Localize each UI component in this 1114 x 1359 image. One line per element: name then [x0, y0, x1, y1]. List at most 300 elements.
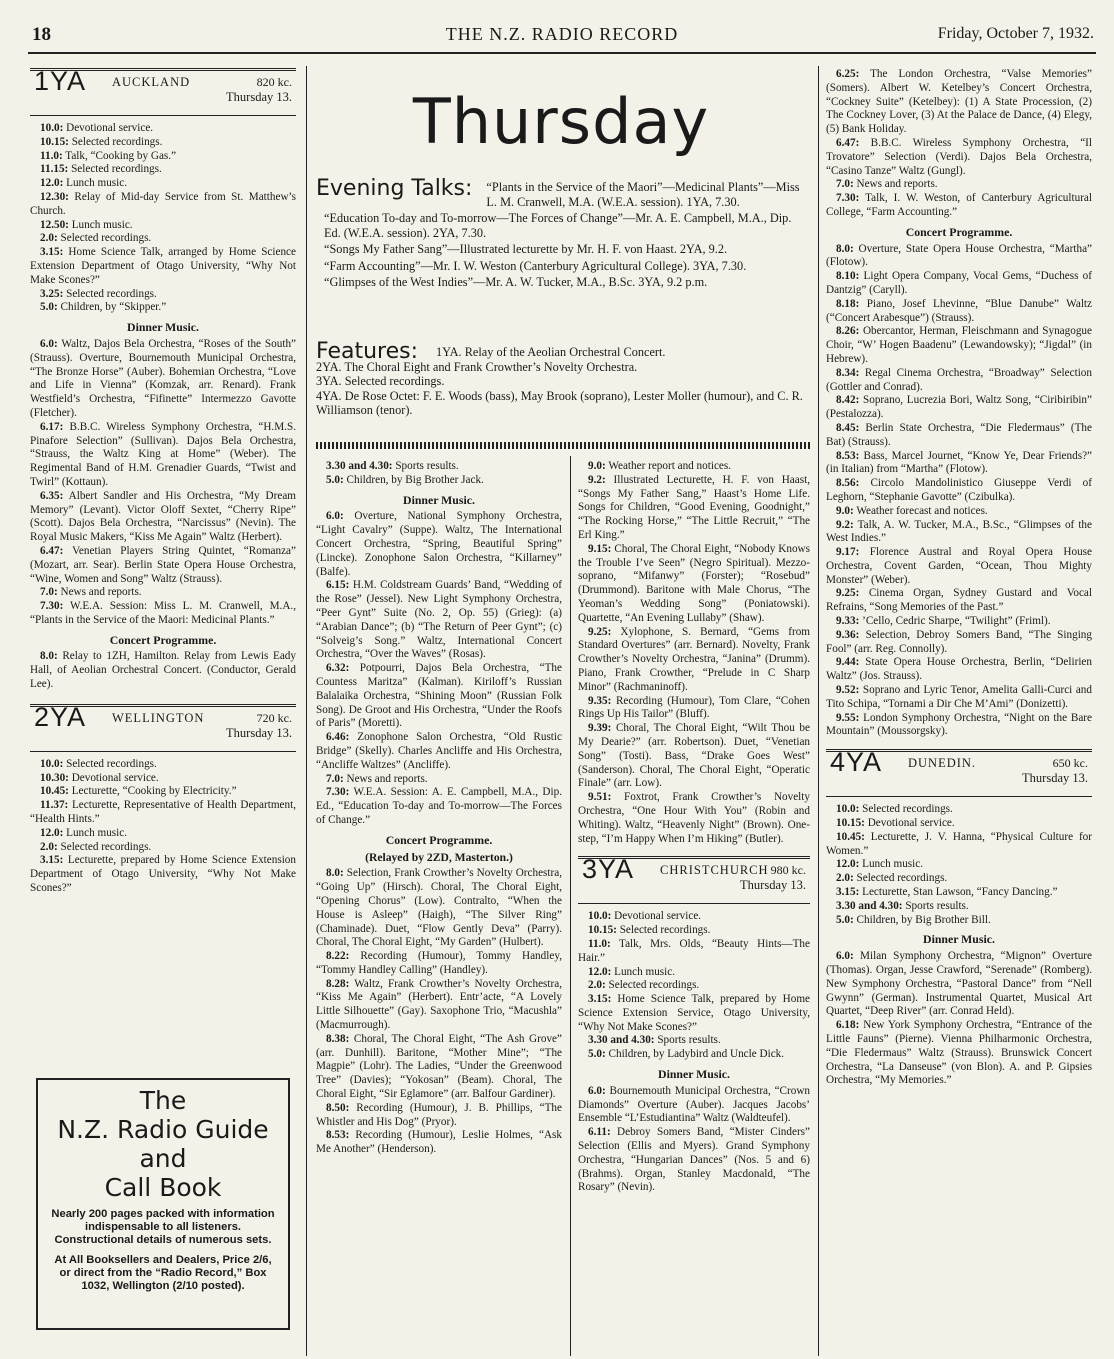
programme-description: Selected recordings. — [68, 135, 163, 148]
ornamental-rule — [316, 442, 810, 449]
programme-list — [316, 510, 562, 827]
programme-item — [826, 477, 1092, 505]
programme-item — [826, 367, 1092, 395]
programme-description: Selected recordings. — [859, 803, 953, 816]
ad-title-line: Call Book — [104, 1173, 222, 1202]
programme-item — [578, 1048, 810, 1062]
talk-item: “Education To-day and To-morrow—The Forces of Change”—Mr. A. E. Campbell, M.A., Dip. Ed. (W.E.A. session). 2YA, 7.30. — [324, 211, 792, 240]
programme-time: 10.0: — [40, 757, 64, 770]
programme-description: Recording (Humour), Tommy Handley, “Tommy Handley Calling” (Handley). — [316, 950, 562, 976]
programme-item — [30, 232, 296, 246]
programme-description: Albert Sandler and His Orchestra, “My Dream Memory” (Levant). Victor Oloff Sextet, “Cherry Ripe” (Scott). Dajos Bela Orchestra, “Narcissus” (Nevin). The Royal Music Makers, “Kiss Me Again” Waltz (Herbert). — [30, 489, 296, 544]
programme-description: Talk, A. W. Tucker, M.A., B.Sc., “Glimpses of the West Indies.” — [826, 518, 1092, 545]
programme-item — [826, 1019, 1092, 1088]
programme-description: Lunch music. — [859, 858, 924, 871]
programme-description: Talk, I. W. Weston, of Canterbury Agricultural College, “Farm Accounting.” — [826, 192, 1092, 218]
programme-item — [30, 758, 296, 772]
programme-time: 6.0: — [588, 1084, 606, 1097]
programme-item — [826, 325, 1092, 366]
programme-description: Lunch music. — [68, 218, 133, 231]
features-label: Features: — [316, 339, 419, 364]
page-header — [28, 20, 1096, 54]
programme-description: Circolo Mandolinistico Giuseppe Verdi of Leghorn, “Stephanie Gavotte” (Czibulka). — [826, 477, 1092, 503]
programme-item — [30, 421, 296, 490]
programme-time: 6.0: — [836, 950, 854, 963]
programme-item — [316, 510, 562, 579]
talk-item: “Plants in the Service of the Maori”—Medicinal Plants”—Miss L. M. Cranwell, M.A. (W.E.A. session). 1YA, 7.30. — [486, 180, 800, 209]
programme-description: Overture, State Opera House Orchestra, “Martha” (Flotow). — [826, 242, 1092, 269]
programme-list — [30, 650, 296, 691]
programme-time: 9.39: — [588, 722, 612, 735]
programme-description: Relay of Mid-day Service from St. Matthew’s Church. — [30, 190, 296, 217]
programme-description: Soprano and Lyric Tenor, Amelita Galli-Curci and Tito Schipa, “Tornami a Dir Che M’Ami” (Donizetti). — [826, 684, 1092, 710]
programme-item — [30, 122, 296, 136]
programme-item — [30, 827, 296, 841]
programme-item — [826, 900, 1092, 914]
programme-description: Selected recordings. — [605, 979, 700, 992]
column-2 — [316, 460, 562, 1356]
programme-description: Selected recordings. — [63, 287, 157, 300]
programme-description: Recording (Humour), Leslie Holmes, “Ask Me Another” (Henderson). — [316, 1129, 562, 1156]
programme-description: Debroy Somers Band, “Mister Cinders” Selection (Ellis and Myers). Grand Symphony Orchestra, “Hungarian Dances” (Nos. 5 and 6) (Brahms). Organ, Stanley Macdonald, “The Rosary” (Nevin). — [578, 1126, 810, 1194]
programme-time: 9.55: — [836, 711, 860, 724]
programme-time: 8.34: — [836, 366, 860, 379]
programme-time: 7.0: — [40, 586, 58, 599]
programme-time: 6.18: — [836, 1019, 860, 1032]
programme-description: Selected recordings. — [853, 872, 948, 885]
programme-time: 7.0: — [326, 772, 344, 785]
column-rule — [306, 66, 307, 1356]
programme-description: Overture, National Symphony Orchestra, “Light Cavalry” (Suppe). Waltz, The International Concert Orchestra, “Spring, Beautiful Spring” (Lincke). Zonophone Salon Orchestra, “Killarney” (Balfe). — [316, 510, 562, 578]
programme-time: 6.11: — [588, 1126, 611, 1139]
programme-description: Talk, “Cooking by Gas.” — [62, 149, 177, 162]
programme-item — [30, 854, 296, 895]
station-call: 3YA — [582, 854, 635, 885]
station-day: Thursday 13. — [226, 90, 292, 104]
programme-description: Selected recordings. — [57, 840, 152, 853]
programme-time: 9.25: — [588, 625, 612, 638]
programme-item — [578, 722, 810, 791]
programme-time: 8.50: — [326, 1101, 350, 1114]
programme-list — [826, 803, 1092, 927]
programme-time: 8.42: — [836, 394, 860, 407]
radio-guide-advertisement — [36, 1078, 290, 1330]
programme-time: 6.15: — [326, 579, 350, 592]
programme-item — [30, 799, 296, 827]
station-city: WELLINGTON — [112, 710, 205, 725]
programme-description: Berlin State Orchestra, “Die Fledermaus” (The Bat) (Strauss). — [826, 421, 1092, 448]
programme-time: 9.0: — [836, 504, 854, 517]
ad-title-line: The — [139, 1086, 187, 1115]
station-4ya-header — [826, 749, 1092, 797]
programme-list — [578, 910, 810, 1062]
programme-description: Xylophone, S. Bernard, “Gems from Standard Overtures” (arr. Bernard). Novelty, Frank Crowther’s Novelty Orchestra, “Janina” (Drumm). Piano, Frank Crowther, “Prelude in C Sharp Minor” (Rachmaninoff). — [578, 625, 810, 693]
programme-item — [826, 68, 1092, 137]
programme-description: News and reports. — [853, 178, 938, 191]
section-heading: Concert Programme. — [905, 224, 1013, 239]
programme-time: 8.38: — [326, 1032, 350, 1045]
programme-time: 2.0: — [588, 979, 606, 992]
programme-item — [826, 831, 1092, 859]
programme-item — [30, 136, 296, 150]
programme-item — [578, 474, 810, 543]
programme-item — [578, 791, 810, 846]
programme-description: Devotional service. — [68, 771, 159, 784]
programme-time: 3.30 and 4.30: — [326, 460, 393, 472]
programme-item — [826, 684, 1092, 712]
programme-item — [30, 288, 296, 302]
programme-list — [826, 243, 1092, 740]
programme-item — [30, 301, 296, 315]
programme-description: Illustrated Lecturette, H. F. von Haast, “Songs My Father Sang,” Haast’s Home Life. Songs for Children, “Good Evening, Goodnight,” “The Rocking Horse,” “The Little Recruit,” “The Erl King.” — [578, 473, 810, 541]
programme-time: 10.0: — [588, 910, 612, 923]
programme-time: 5.0: — [40, 301, 58, 314]
page-number: 18 — [32, 24, 51, 45]
programme-time: 7.30: — [326, 786, 350, 799]
station-frequency: 650 kc. — [1052, 756, 1088, 771]
programme-item — [826, 192, 1092, 220]
programme-description: Venetian Players String Quintet, “Romanza” (Mozart, arr. Sear). Berlin State Opera House Orchestra, “Wine, Women and Song” Waltz (Strauss). — [30, 544, 296, 585]
programme-description: ’Cello, Cedric Sharpe, “Twilight” (Friml). — [859, 615, 1051, 628]
programme-item — [316, 579, 562, 662]
programme-item — [316, 1129, 562, 1157]
programme-description: Selected recordings. — [68, 163, 162, 176]
programme-item — [316, 978, 562, 1033]
programme-time: 12.0: — [836, 858, 860, 871]
programme-time: 8.28: — [326, 977, 350, 990]
programme-description: London Symphony Orchestra, “Night on the Bare Mountain” (Moussorgsky). — [826, 711, 1092, 738]
programme-item — [826, 450, 1092, 478]
programme-item — [578, 993, 810, 1034]
programme-time: 2.0: — [40, 232, 58, 245]
programme-time: 5.0: — [588, 1048, 606, 1061]
station-city: AUCKLAND — [112, 75, 191, 89]
station-3ya-header — [578, 856, 810, 904]
programme-time: 9.0: — [588, 460, 606, 472]
programme-time: 3.15: — [40, 246, 64, 259]
programme-item — [30, 841, 296, 855]
ad-title-line: N.Z. Radio Guide — [57, 1115, 269, 1144]
programme-description: Children, by Big Brother Jack. — [343, 473, 484, 486]
programme-description: Choral, The Choral Eight, “Nobody Knows the Trouble I’ve Seen” (Negro Spiritual). Mezzo-soprano, “Mifanwy” (Forster); “Rosebud” (Drummond). Baritone with Male Chorus, “The Yeoman’s Wedding Song” (Poniatowski). Quartette, “An Evening Lullaby” (Shaw). — [578, 542, 810, 624]
programme-time: 9.51: — [588, 791, 612, 804]
programme-description: Talk, Mrs. Olds, “Beauty Hints—The Hair.” — [578, 937, 810, 964]
station-call: 1YA — [34, 68, 87, 96]
programme-time: 10.15: — [40, 135, 69, 148]
feature-item: 2YA. The Choral Eight and Frank Crowther’s Novelty Orchestra. — [316, 359, 638, 374]
programme-time: 9.35: — [588, 694, 612, 707]
programme-time: 3.15: — [588, 993, 612, 1006]
programme-time: 12.30: — [40, 190, 69, 203]
station-frequency: 980 kc. — [770, 863, 806, 878]
programme-description: Lecturette, prepared by Home Science Extension Department of Otago University, “Why Not Make Scones?” — [30, 854, 296, 895]
programme-time: 3.15: — [836, 886, 860, 899]
programme-description: Weather forecast and notices. — [853, 504, 988, 517]
programme-item — [826, 519, 1092, 547]
programme-item — [826, 587, 1092, 615]
programme-time: 9.15: — [588, 542, 612, 555]
programme-item — [826, 298, 1092, 326]
programme-time: 8.0: — [836, 242, 854, 255]
programme-item — [578, 979, 810, 993]
programme-description: Sports results. — [654, 1034, 721, 1047]
programme-time: 6.47: — [40, 544, 64, 557]
station-frequency: 820 kc. — [256, 75, 292, 89]
programme-time: 9.2: — [836, 518, 854, 531]
programme-item — [826, 615, 1092, 629]
programme-description: Obercantor, Herman, Fleischmann and Synagogue Choir, “W’ Hogen Baadenu” (Lewandowsky); “Jigdal” (in Hebrew). — [826, 325, 1092, 365]
programme-item — [578, 1034, 810, 1048]
station-1ya-header — [30, 68, 296, 116]
programme-item — [826, 872, 1092, 886]
programme-time: 11.0: — [588, 937, 611, 950]
programme-item — [316, 867, 562, 950]
programme-description: Weather report and notices. — [605, 460, 732, 472]
programme-description: Cinema Organ, Sydney Gustard and Vocal Refrains, “Song Memories of the Past.” — [826, 587, 1092, 614]
programme-item — [826, 629, 1092, 657]
programme-time: 2.0: — [40, 840, 58, 853]
programme-time: 9.25: — [836, 587, 860, 600]
section-heading: Dinner Music. — [403, 492, 475, 507]
programme-item — [30, 246, 296, 287]
programme-description: Selected recordings. — [57, 232, 152, 245]
programme-item — [578, 910, 810, 924]
programme-description: Lecturette, Stan Lawson, “Fancy Dancing.” — [859, 886, 1058, 899]
station-city: CHRISTCHURCH — [660, 863, 769, 878]
programme-item — [826, 817, 1092, 831]
programme-item — [30, 219, 296, 233]
station-city: DUNEDIN. — [908, 756, 977, 771]
programme-item — [578, 695, 810, 723]
programme-description: Sports results. — [902, 899, 969, 912]
programme-time: 8.53: — [326, 1129, 350, 1142]
programme-time: 6.25: — [836, 68, 860, 80]
programme-item — [578, 966, 810, 980]
programme-time: 5.0: — [836, 913, 854, 926]
programme-item — [30, 785, 296, 799]
programme-time: 8.45: — [836, 421, 860, 434]
programme-item — [316, 773, 562, 787]
column-3 — [578, 460, 810, 1356]
programme-time: 8.0: — [326, 867, 344, 880]
programme-time: 10.30: — [40, 771, 69, 784]
programme-item — [826, 137, 1092, 178]
programme-time: 10.15: — [836, 817, 865, 830]
section-heading: Dinner Music. — [923, 932, 995, 947]
programme-description: Potpourri, Dajos Bela Orchestra, “The Countess Maritza” (Kalman). Kiriloff’s Russian Balalaika Orchestra, “Shining Moon” (Russian Folk Song). De Groot and His Orchestra, “Under the Roofs of Paris” (Moretti). — [316, 662, 562, 730]
programme-description: Devotional service. — [63, 122, 154, 134]
programme-description: Lecturette, “Cooking by Electricity.” — [68, 785, 237, 798]
programme-description: Selection, Frank Crowther’s Novelty Orchestra, “Going Up” (Hirsch). Choral, The Choral Eight, “Opening Chorus” (Low). Contralto, “When the House is Asleep” (Haigh), “The Silver Ring” (Chaminade). Duet, “Flow Gently Deva” (Parry). Choral, The Choral Eight, “My Garden” (Hulbert). — [316, 867, 562, 949]
programme-description: W.E.A. Session: A. E. Campbell, M.A., Dip. Ed., “Education To-day and To-morrow—The Forces of Change.” — [316, 786, 562, 826]
programme-description: The London Orchestra, “Valse Memories” (Somers). Albert W. Ketelbey’s Concert Orchestra, “Cockney Suite” (Ketelbey): (1) A State Procession, (2) The Cockney Lover, (3) At the Palace de Dance, (4) Elegy, (5) Bank Holiday. — [826, 68, 1092, 136]
programme-description: Lunch music. — [63, 826, 128, 839]
programme-description: B.B.C. Wireless Symphony Orchestra, “H.M.S. Pinafore Selection” (Sullivan). Dajos Bela Orchestra, “Strauss, the Waltz King at Home” (Weber). The Regimental Band of H.M. Grenadier Guards, “Twist and Twirl” (Kottaun). — [30, 420, 296, 488]
feature-item: 4YA. De Rose Octet: F. E. Woods (bass), May Brook (soprano), Lester Moller (humour), and C. R. Williamson (tenor). — [316, 388, 803, 417]
programme-description: Light Opera Company, Vocal Gems, “Duchess of Dantzig” (Caryll). — [826, 270, 1092, 296]
programme-time: 6.46: — [326, 731, 350, 744]
programme-description: Milan Symphony Orchestra, “Mignon” Overture (Thomas). Organ, Jesse Crawford, “Serenade” (Romberg). New Symphony Orchestra, “Pastoral Dance” from “Nell Gwynn” (German). Instrumental Quartet, Musical Art Quartet, “Deep River” (arr. Conrad Held). — [826, 950, 1092, 1018]
talk-item: “Farm Accounting”—Mr. I. W. Weston (Canterbury Agricultural College). 3YA, 7.30. — [324, 258, 747, 273]
programme-item — [826, 656, 1092, 684]
ad-sales-info: At All Booksellers and Dealers, Price 2/6, or direct from the “Radio Record,” Box 1032, Wellington (2/10 posted). — [54, 1254, 272, 1292]
programme-item — [826, 858, 1092, 872]
programme-time: 8.18: — [836, 297, 860, 310]
column-1 — [30, 68, 296, 1068]
programme-time: 3.25: — [40, 287, 64, 300]
programme-time: 7.30: — [40, 600, 64, 613]
programme-time: 10.0: — [40, 122, 64, 134]
programme-description: Regal Cinema Orchestra, “Broadway” Selection (Gottler and Conrad). — [826, 366, 1092, 393]
programme-description: Lecturette, J. V. Hanna, “Physical Culture for Women.” — [826, 830, 1092, 857]
programme-item — [316, 1033, 562, 1102]
programme-list — [826, 950, 1092, 1088]
programme-item — [316, 662, 562, 731]
programme-description: Bass, Marcel Journet, “Know Ye, Dear Friends?” (in Italian) from “Martha” (Flotow). — [826, 449, 1092, 476]
programme-list — [30, 338, 296, 628]
programme-description: Foxtrot, Frank Crowther’s Novelty Orchestra, “One Hour With You” (Robin and Whiting). Waltz, “Heavenly Night” (Brown). One-step, “I’m Happy When I’m Hiking” (Butler). — [578, 791, 810, 845]
programme-item — [316, 786, 562, 827]
programme-item — [578, 1085, 810, 1126]
station-2ya-header — [30, 701, 296, 752]
programme-time: 10.15: — [588, 924, 617, 937]
talk-item: “Songs My Father Sang”—Illustrated lecturette by Mr. H. F. von Haast. 2YA, 9.2. — [324, 242, 728, 256]
column-rule — [818, 66, 819, 1356]
programme-time: 9.17: — [836, 546, 860, 559]
programme-item — [30, 586, 296, 600]
programme-description: Relay to 1ZH, Hamilton. Relay from Lewis Eady Hall, of Aeolian Orchestral Concert. (Conductor, Gerald Lee). — [30, 650, 296, 691]
section-heading: Dinner Music. — [127, 320, 199, 335]
programme-item — [826, 270, 1092, 298]
station-day: Thursday 13. — [1022, 771, 1088, 786]
programme-list — [30, 122, 296, 315]
programme-item — [578, 938, 810, 966]
programme-time: 9.52: — [836, 684, 860, 697]
programme-item — [30, 191, 296, 219]
programme-time: 9.33: — [836, 615, 860, 628]
programme-list — [826, 68, 1092, 220]
programme-time: 8.0: — [40, 650, 58, 663]
programme-description: Home Science Talk, prepared by Home Science Extension Service, Otago University, “Why Not Make Scones?” — [578, 993, 810, 1033]
programme-list — [316, 867, 562, 1157]
programme-item — [316, 460, 562, 474]
programme-description: Lunch music. — [63, 177, 128, 190]
programme-list — [578, 460, 810, 846]
programme-time: 6.35: — [40, 489, 64, 502]
programme-item — [30, 650, 296, 691]
programme-description: Children, by Ladybird and Uncle Dick. — [605, 1048, 785, 1061]
programme-time: 6.0: — [40, 337, 58, 350]
programme-list — [30, 758, 296, 896]
programme-description: Selection, Debroy Somers Band, “The Singing Fool” (arr. Reg. Connolly). — [826, 628, 1092, 655]
programme-time: 11.15: — [40, 163, 69, 176]
talk-item: “Glimpses of the West Indies”—Mr. A. W. Tucker, M.A., B.Sc. 3YA, 9.2 p.m. — [324, 275, 708, 289]
programme-time: 12.0: — [40, 826, 64, 839]
programme-item — [826, 178, 1092, 192]
programme-time: 8.53: — [836, 449, 860, 462]
programme-item — [826, 950, 1092, 1019]
programme-time: 5.0: — [326, 473, 344, 486]
issue-date: Friday, October 7, 1932. — [937, 25, 1094, 42]
programme-time: 7.30: — [836, 192, 860, 205]
programme-description: News and reports. — [57, 586, 142, 599]
programme-item — [826, 914, 1092, 928]
programme-time: 6.32: — [326, 662, 350, 675]
programme-description: Choral, The Choral Eight, “Wilt Thou be My Dearie?” (arr. Robertson). Duet, “Venetian Song” (Tosti). Bass, “Drake Goes West” (Sanderson). Choral, The Choral Eight, “Operatic Finale” (arr. Low). — [578, 722, 810, 790]
programme-description: Home Science Talk, arranged by Home Science Extension Department of Otago University, “Why Not Make Scones?” — [30, 246, 296, 286]
programme-item — [30, 177, 296, 191]
programme-description: Children, by Big Brother Bill. — [853, 913, 991, 926]
programme-description: Recording (Humour), Tom Clare, “Cohen Rings Up His Tailor” (Bluff). — [578, 694, 810, 721]
programme-description: Waltz, Frank Crowther’s Novelty Orchestra, “Kiss Me Again” (Herbert). Entr’acte, “A Lovely Little Silhouette” (Gay). Saxophone Trio, “Macushla” (Macmurrough). — [316, 977, 562, 1032]
programme-description: H.M. Coldstream Guards’ Band, “Wedding of the Rose” (Jessel). New Light Symphony Orchestra, “Peer Gynt” Suite (No. 2, Op. 55) (Grieg): (a) “Arabian Dance”; (b) “The Return of Peer Gynt”; (c) “Solveig’s Song.” Waltz, International Concert Orchestra, “Over the Waves” (Rosas). — [316, 579, 562, 661]
programme-description: Waltz, Dajos Bela Orchestra, “Roses of the South” (Strauss). Overture, Bournemouth Municipal Orchestra, “The Bronze Horse” (Auber). Bohemian Orchestra, “Love and Life in Vienna” (Komzak, arr. Renard). Frank Westfield’s Orchestra, “Fifinette” Intermezzo Gavotte (Fletcher). — [30, 337, 296, 419]
column-4 — [826, 68, 1092, 1356]
programme-time: 12.50: — [40, 218, 69, 231]
programme-description: Lunch music. — [611, 965, 676, 978]
programme-time: 12.0: — [588, 965, 612, 978]
programme-time: 3.30 and 4.30: — [588, 1034, 655, 1047]
programme-item — [826, 712, 1092, 740]
programme-time: 11.37: — [40, 799, 69, 812]
section-heading: Concert Programme. — [109, 632, 217, 647]
programme-description: B.B.C. Wireless Symphony Orchestra, “Il Trovatore” Selection (Verdi). Dajos Bela Orchestra, “Casino Tanze” Waltz (Gungl). — [826, 136, 1092, 177]
programme-item — [316, 950, 562, 978]
column-rule — [570, 456, 571, 1356]
programme-time: 10.45: — [40, 785, 69, 798]
relay-note: (Relayed by 2ZD, Masterton.) — [365, 850, 513, 864]
programme-description: Recording (Humour), J. B. Phillips, “The Whistler and His Dog” (Pryor). — [316, 1101, 562, 1128]
programme-item — [30, 490, 296, 545]
programme-description: State Opera House Orchestra, Berlin, “Delirien Waltz” (Jos. Strauss). — [826, 656, 1092, 683]
station-call: 2YA — [34, 701, 87, 732]
programme-item — [826, 505, 1092, 519]
programme-item — [316, 1102, 562, 1130]
masthead: THE N.Z. RADIO RECORD — [445, 24, 679, 44]
programme-item — [826, 803, 1092, 817]
station-call: 4YA — [830, 747, 883, 778]
page-title: Thursday — [412, 85, 710, 158]
programme-description: Florence Austral and Royal Opera House Orchestra, Covent Garden, “Ocean, Thou Mighty Monster” (Weber). — [826, 546, 1092, 586]
features-box — [316, 339, 810, 418]
programme-description: Zonophone Salon Orchestra, “Old Rustic Bridge” (Skelly). Charles Ancliffe and His Orchestra, “Ancliffe Waltzes” (Ancliffe). — [316, 731, 562, 771]
evening-talks-box — [316, 176, 810, 292]
evening-talks-label: Evening Talks: — [316, 176, 473, 201]
programme-time: 9.44: — [836, 656, 860, 669]
programme-time: 8.22: — [326, 950, 350, 963]
programme-time: 9.36: — [836, 628, 860, 641]
programme-description: Selected recordings. — [63, 757, 157, 770]
ad-blurb: Nearly 200 pages packed with information indispensable to all listeners. Constructional details of numerous sets. — [51, 1208, 275, 1246]
section-heading: Dinner Music. — [658, 1067, 730, 1082]
feature-item: 1YA. Relay of the Aeolian Orchestral Concert. — [436, 345, 666, 359]
programme-item — [30, 338, 296, 421]
programme-time: 10.0: — [836, 803, 860, 816]
programme-item — [578, 626, 810, 695]
programme-time: 6.17: — [40, 420, 64, 433]
programme-item — [316, 731, 562, 772]
programme-time: 2.0: — [836, 872, 854, 885]
programme-description: Children, by “Skipper.” — [57, 301, 167, 314]
programme-item — [316, 474, 562, 488]
programme-list — [578, 1085, 810, 1195]
station-day: Thursday 13. — [226, 725, 292, 740]
programme-item — [30, 163, 296, 177]
programme-time: 3.15: — [40, 854, 64, 867]
station-frequency: 720 kc. — [256, 710, 292, 725]
programme-item — [30, 545, 296, 586]
programme-item — [826, 243, 1092, 271]
